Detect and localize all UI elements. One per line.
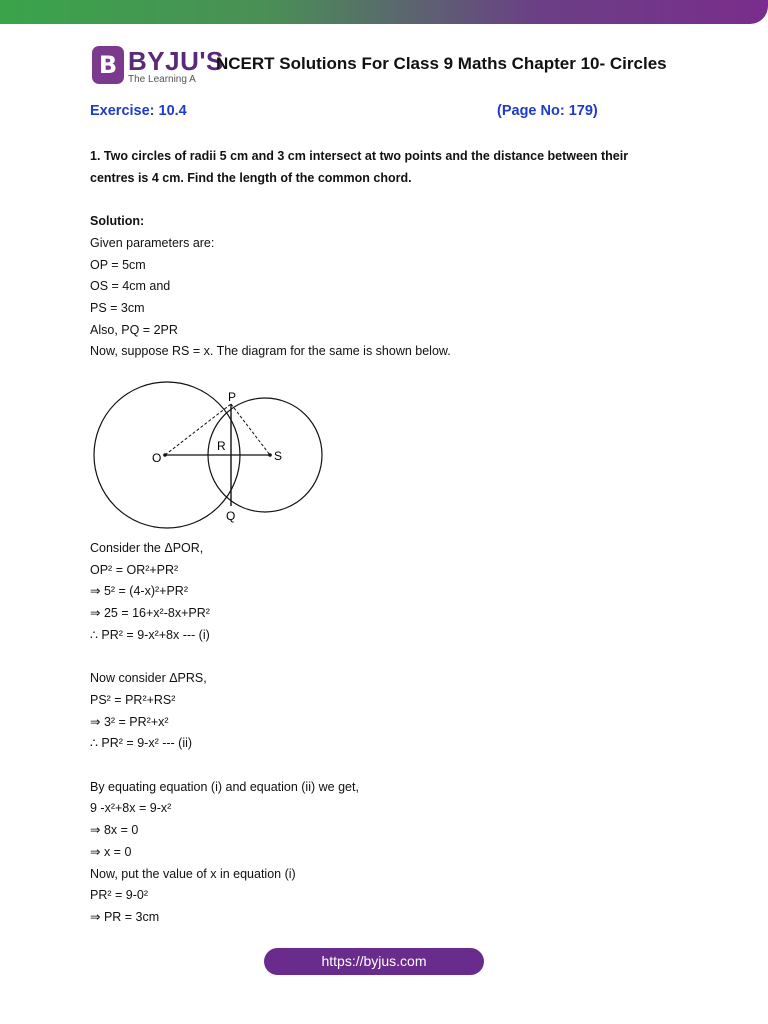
work-line: ⇒ PR = 3cm (90, 909, 160, 924)
work-line: By equating equation (i) and equation (ii) we get, (90, 779, 359, 794)
work-line: ⇒ 5² = (4-x)²+PR² (90, 584, 188, 599)
question-line-1: 1. Two circles of radii 5 cm and 3 cm intersect at two points and the distance between their (90, 149, 629, 163)
logo-wordmark: BYJU'S (128, 46, 224, 76)
work-line: ⇒ 3² = PR²+x² (90, 714, 169, 729)
top-color-bar (0, 0, 768, 24)
work-line: ⇒ x = 0 (90, 844, 132, 859)
label-q: Q (226, 509, 236, 523)
work-line: 9 -x²+8x = 9-x² (90, 801, 172, 816)
solution-line: PS = 3cm (90, 300, 145, 315)
work-line: ⇒ 8x = 0 (90, 823, 139, 838)
logo-tagline: The Learning A (128, 74, 196, 85)
point-o (163, 453, 167, 457)
solution-line: Given parameters are: (90, 235, 215, 250)
solution-line: Also, PQ = 2PR (90, 322, 178, 337)
solution-heading: Solution: (90, 214, 145, 229)
question-line-2: centres is 4 cm. Find the length of the common chord. (90, 170, 412, 185)
work-line: PS² = PR²+RS² (90, 692, 176, 707)
byjus-logo (90, 44, 224, 88)
exercise-row (90, 103, 610, 123)
exercise-label: Exercise: 10.4 (90, 103, 187, 119)
point-s (268, 453, 272, 457)
page-header (90, 44, 730, 88)
footer-url-link[interactable]: https://byjus.com (264, 948, 484, 975)
document-title: NCERT Solutions For Class 9 Maths Chapter 10- Circles (216, 54, 667, 73)
work-line: Consider the ΔPOR, (90, 541, 204, 555)
solution-line: OP = 5cm (90, 257, 146, 272)
work-line: Now consider ΔPRS, (90, 671, 207, 686)
label-p: P (228, 390, 237, 404)
question-and-solution (90, 146, 690, 363)
logo-badge: B (92, 46, 124, 84)
work-line: ∴ PR² = 9-x²+8x --- (i) (90, 627, 210, 642)
label-o: O (152, 451, 162, 465)
work-line: ⇒ 25 = 16+x²-8x+PR² (90, 606, 210, 621)
label-r: R (217, 439, 226, 453)
worked-solution (90, 538, 690, 929)
work-line: OP² = OR²+PR² (90, 562, 179, 577)
work-line: Now, put the value of x in equation (i) (90, 866, 296, 881)
page-number: (Page No: 179) (497, 103, 598, 119)
intersecting-circles-diagram (90, 380, 330, 530)
work-line: ∴ PR² = 9-x² --- (ii) (90, 736, 193, 751)
work-line: PR² = 9-0² (90, 888, 149, 903)
dashed-ps (231, 404, 270, 455)
label-s: S (274, 449, 283, 463)
solution-line: Now, suppose RS = x. The diagram for the same is shown below. (90, 344, 451, 359)
solution-line: OS = 4cm and (90, 279, 171, 294)
